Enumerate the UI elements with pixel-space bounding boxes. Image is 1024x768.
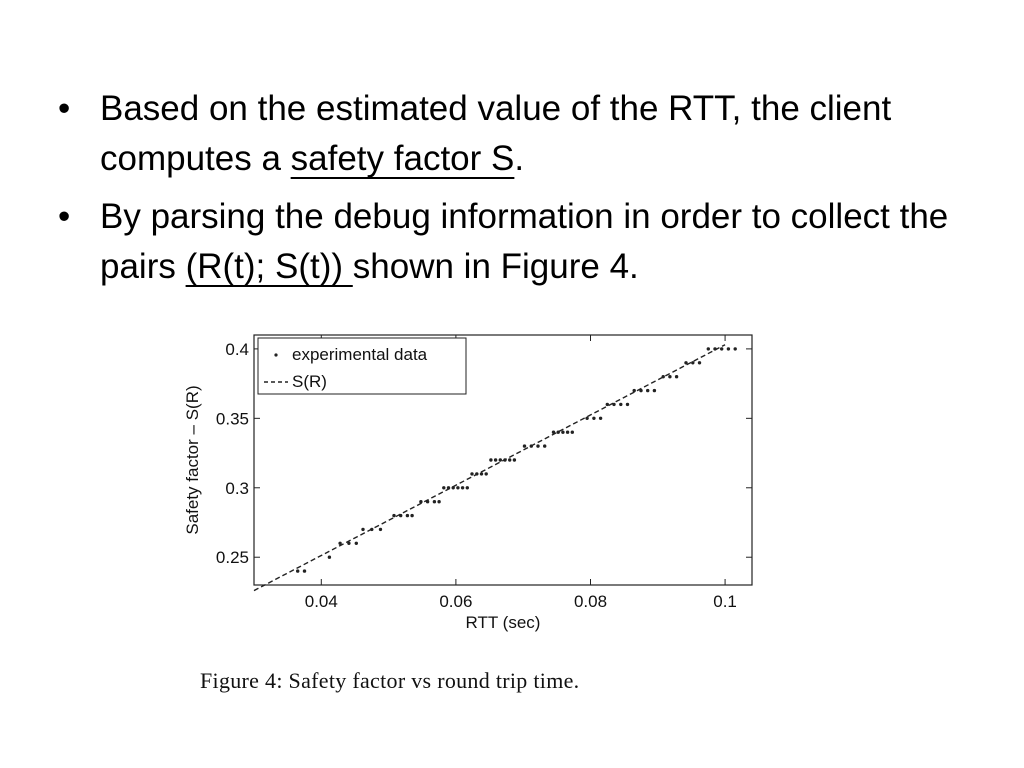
x-tick-label: 0.08 (573, 592, 608, 611)
legend-marker-points (274, 353, 277, 356)
data-point (328, 556, 331, 559)
data-point (433, 500, 436, 503)
legend (258, 338, 466, 394)
data-point (379, 528, 382, 531)
x-tick-label: 0.06 (439, 592, 473, 611)
legend-label-model: S(R) (292, 372, 327, 391)
data-point (633, 389, 636, 392)
data-point (355, 542, 358, 545)
underlined-term: (R(t); S(t)) (185, 247, 353, 286)
data-point (303, 569, 306, 572)
data-point (653, 389, 656, 392)
safety-factor-chart (170, 320, 770, 640)
data-point (499, 458, 502, 461)
data-point (437, 500, 440, 503)
bullet-list (58, 84, 958, 300)
data-point (296, 569, 299, 572)
bullet-symbol: • (58, 89, 71, 128)
bullet-text-end: . (514, 139, 525, 178)
data-point (508, 458, 511, 461)
bullet-text: Based on the estimated value of the RTT, the client computes a (100, 89, 892, 178)
data-point (461, 486, 464, 489)
x-axis-label: RTT (sec) (465, 613, 541, 632)
data-point (571, 431, 574, 434)
x-tick-label: 0.1 (713, 592, 737, 611)
data-point (734, 347, 737, 350)
figure-caption: Figure 4: Safety factor vs round trip time. (200, 668, 580, 693)
data-point (707, 347, 710, 350)
data-point (599, 417, 602, 420)
data-point (456, 486, 459, 489)
data-point (606, 403, 609, 406)
data-point (585, 417, 588, 420)
data-point (466, 486, 469, 489)
legend-label-data: experimental data (292, 345, 428, 364)
x-tick-label: 0.04 (304, 592, 338, 611)
data-point (513, 458, 516, 461)
bullet-text: By parsing the debug information in order to collect the pairs (100, 197, 949, 286)
data-point (675, 375, 678, 378)
data-point (410, 514, 413, 517)
data-point (592, 417, 595, 420)
y-tick-label: 0.25 (215, 548, 249, 568)
bullet-item-rtt (58, 84, 958, 184)
data-point (626, 403, 629, 406)
y-tick-label: 0.4 (225, 339, 249, 359)
data-point (494, 458, 497, 461)
data-point (442, 486, 445, 489)
data-point (480, 472, 483, 475)
y-tick-label: 0.3 (225, 478, 249, 498)
data-point (727, 347, 730, 350)
data-point (485, 472, 488, 475)
data-point (720, 347, 723, 350)
bullet-symbol: • (58, 197, 71, 236)
data-point (406, 514, 409, 517)
data-point (561, 431, 564, 434)
bullet-text-end: shown in Figure 4. (352, 247, 639, 286)
data-point (619, 403, 622, 406)
y-tick-label: 0.35 (215, 409, 249, 429)
data-point (646, 389, 649, 392)
data-point (361, 528, 364, 531)
y-axis-label: Safety factor – S(R) (183, 385, 202, 535)
underlined-term: safety factor S (290, 139, 515, 178)
data-point (392, 514, 395, 517)
data-point (523, 444, 526, 447)
data-point (536, 444, 539, 447)
data-point (668, 375, 671, 378)
data-point (698, 361, 701, 364)
bullet-item-debug (58, 192, 958, 292)
data-point (566, 431, 569, 434)
data-point (489, 458, 492, 461)
data-point (470, 472, 473, 475)
data-point (543, 444, 546, 447)
